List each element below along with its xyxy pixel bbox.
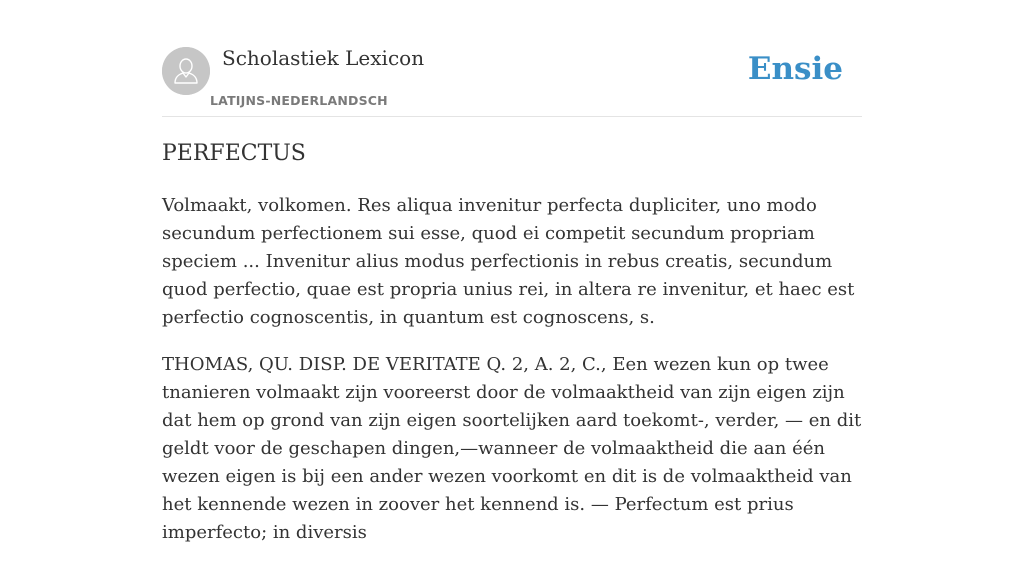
page-container <box>162 0 862 543</box>
entry-paragraph: Volmaakt, volkomen. Res aliqua invenitur perfecta dupliciter, uno modo secundum perfectionem sui esse, quod ei competit secundum propriam speciem ... Invenitur alius modus perfectionis in rebus creatis, secundum quod perfectio, quae est propria unius rei, in altera re invenitur, et haec est perfectio cognoscentis, in quantum est cognoscens, s. <box>162 195 855 328</box>
entry-body <box>162 192 862 566</box>
lexicon-header <box>162 0 862 117</box>
entry-title: PERFECTUS <box>162 141 306 166</box>
entry-paragraph: THOMAS, QU. DISP. DE VERITATE Q. 2, A. 2, C., Een wezen kun op twee tnanieren volmaakt zijn vooreerst door de volmaaktheid van zijn eigen zijn dat hem op grond van zijn eigen soortelijken aard toekomt-, verder, — en dit geldt voor de geschapen dingen,—wanneer de volmaaktheid die aan één wezen eigen is bij een ander wezen voorkomt en dit is de volmaaktheid van het kennende wezen in zoover het kennend is. — Perfectum est prius imperfecto; in diversis <box>162 354 862 543</box>
lexicon-subtitle: LATIJNS-NEDERLANDSCH <box>210 93 388 108</box>
lexicon-title[interactable]: Scholastiek Lexicon <box>222 46 425 70</box>
user-silhouette-icon[interactable] <box>162 47 210 95</box>
ensie-logo-link[interactable]: Ensie <box>747 51 843 87</box>
avatar-graphic <box>162 47 210 95</box>
